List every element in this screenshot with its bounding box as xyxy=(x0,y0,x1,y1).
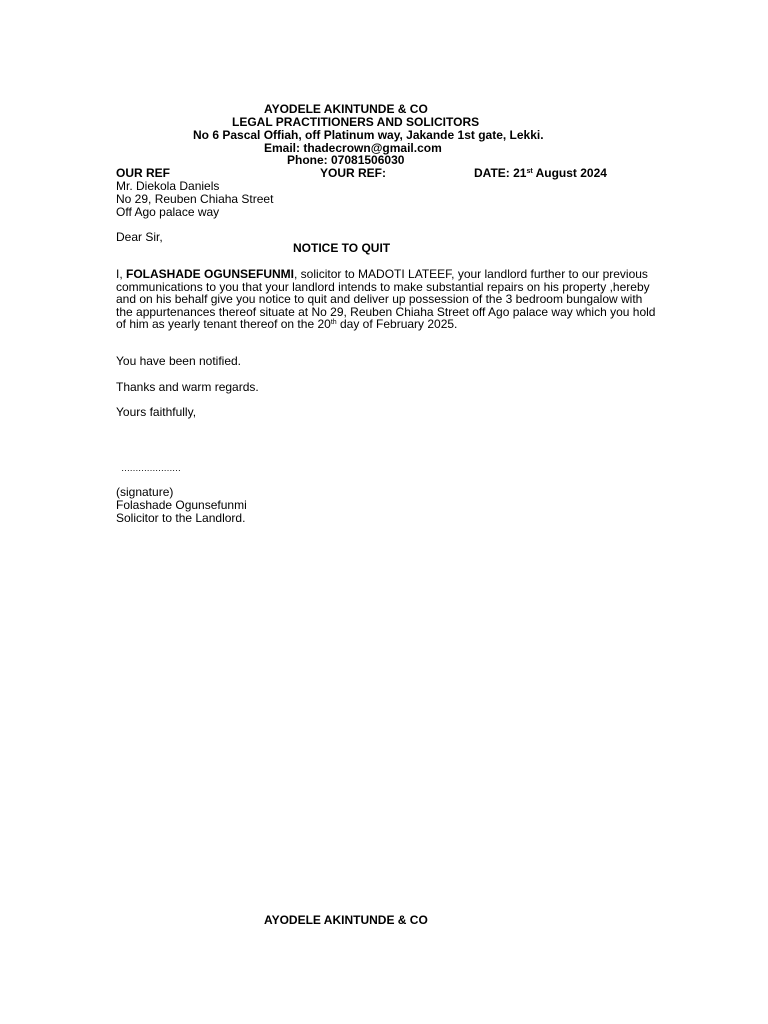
day-suffix: th xyxy=(330,319,337,327)
our-ref-label: OUR REF xyxy=(116,166,170,180)
subject-heading: NOTICE TO QUIT xyxy=(293,241,391,255)
recipient-street: No 29, Reuben Chiaha Street xyxy=(116,192,274,206)
signature-label: (signature) xyxy=(116,485,174,499)
recipient-area: Off Ago palace way xyxy=(116,205,220,219)
signature-line: ………………… xyxy=(121,463,181,473)
date-month-year: August 2024 xyxy=(532,166,607,180)
notice-paragraph xyxy=(116,268,656,331)
signatory-name: Folashade Ogunsefunmi xyxy=(116,498,247,512)
letterhead-address: No 6 Pascal Offiah, off Platinum way, Jakande 1st gate, Lekki. xyxy=(193,128,544,142)
thanks-line: Thanks and warm regards. xyxy=(116,380,259,394)
your-ref-label: YOUR REF: xyxy=(320,166,386,180)
letter-date xyxy=(474,167,607,180)
date-day: DATE: 21 xyxy=(474,166,527,180)
date-day-suffix: st xyxy=(526,168,533,175)
notified-line: You have been notified. xyxy=(116,354,241,368)
letterhead-phone: Phone: 07081506030 xyxy=(287,153,405,167)
body-text-end: day of February 2025. xyxy=(336,317,458,332)
signatory-role: Solicitor to the Landlord. xyxy=(116,511,246,525)
letterhead-email: Email: thadecrown@gmail.com xyxy=(264,141,442,155)
letterhead-description: LEGAL PRACTITIONERS AND SOLICITORS xyxy=(232,115,480,129)
letterhead-firm-name: AYODELE AKINTUNDE & CO xyxy=(264,102,428,116)
solicitor-name: FOLASHADE OGUNSEFUNMI xyxy=(126,267,295,281)
yours-faithfully: Yours faithfully, xyxy=(116,405,197,419)
body-text: , solicitor to MADOTI LATEEF, your landlord further to our previous communications to you that your landlord intends to make substantial repairs on his property ,hereby and on his behalf give you notice to quit and deliver up possession of the 3 bedroom bungalow with the appurtenances thereof situate at No 29, Reuben Chiaha Street off Ago palace way which you hold of him as yearly tenant thereof on the 20 xyxy=(116,267,656,332)
body-prefix: I, xyxy=(116,267,127,281)
recipient-name: Mr. Diekola Daniels xyxy=(116,179,220,193)
footer-firm-name: AYODELE AKINTUNDE & CO xyxy=(264,913,428,927)
salutation: Dear Sir, xyxy=(116,230,163,244)
